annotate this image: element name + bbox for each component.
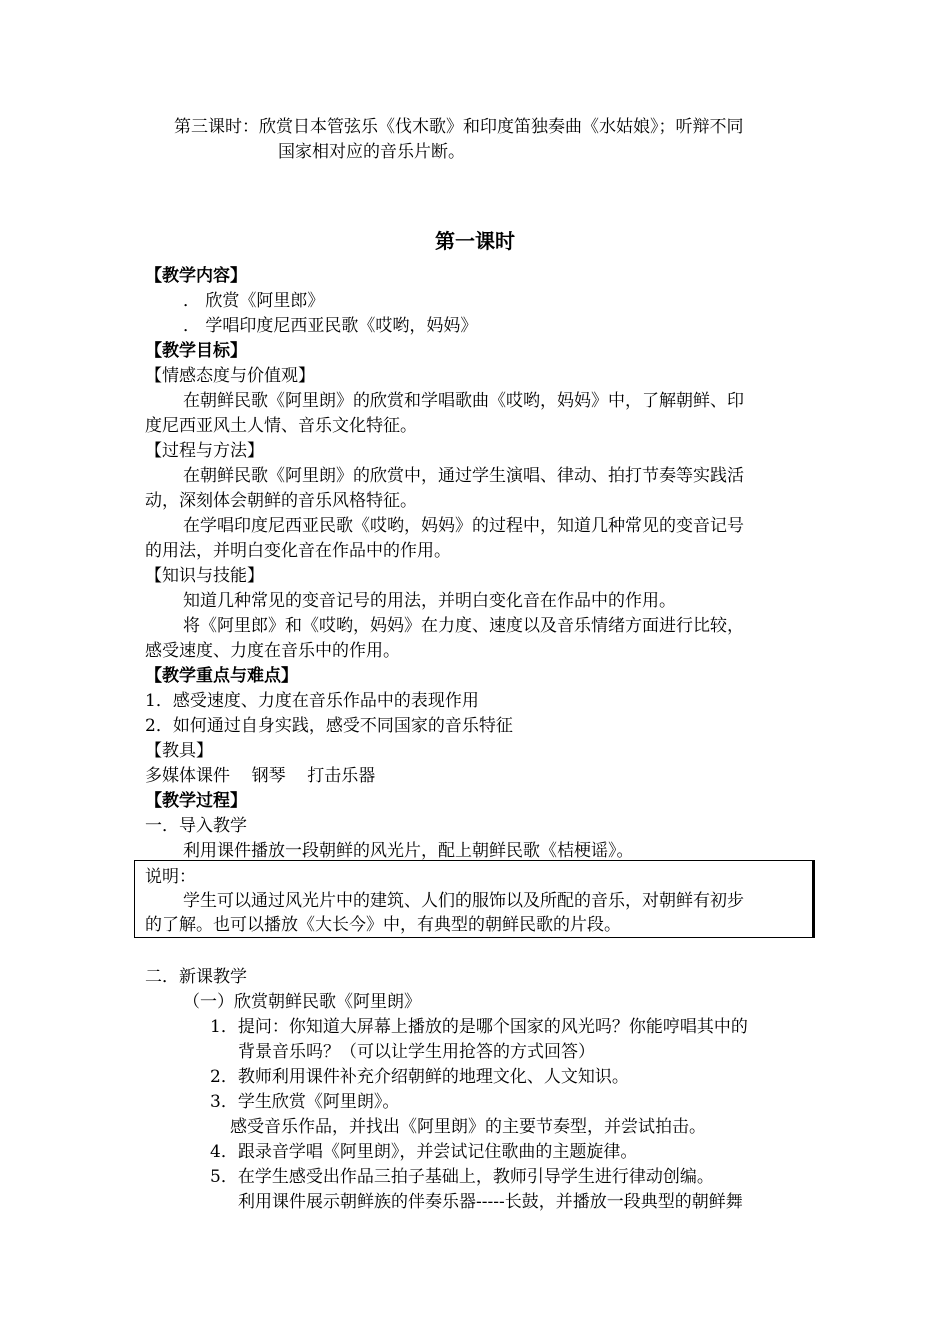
key-point-item: 2．如何通过自身实践，感受不同国家的音乐特征 xyxy=(145,716,513,736)
key-point-item: 1．感受速度、力度在音乐作品中的表现作用 xyxy=(145,691,479,711)
intro-line-2: 国家相对应的音乐片断。 xyxy=(278,142,465,162)
part1-text: 利用课件播放一段朝鲜的风光片，配上朝鲜民歌《桔梗谣》。 xyxy=(183,841,634,861)
knowledge-text: 知道几种常见的变音记号的用法，并明白变化音在作品中的作用。 xyxy=(183,591,676,611)
part2-step: 利用课件展示朝鲜族的伴奏乐器-----长鼓，并播放一段典型的朝鲜舞 xyxy=(238,1192,743,1212)
part2-step: 1．提问：你知道大屏幕上播放的是哪个国家的风光吗？你能哼唱其中的 xyxy=(210,1017,748,1037)
content-heading: 【教学内容】 xyxy=(145,266,247,286)
process-text: 的用法，并明白变化音在作品中的作用。 xyxy=(145,541,451,561)
part2-step: 2．教师利用课件补充介绍朝鲜的地理文化、人文知识。 xyxy=(210,1067,629,1087)
process-section-heading: 【教学过程】 xyxy=(145,791,247,811)
attitude-heading: 【情感态度与价值观】 xyxy=(145,366,315,386)
note-label: 说明： xyxy=(145,867,196,887)
tools-heading: 【教具】 xyxy=(145,741,213,761)
part2-heading: 二．新课教学 xyxy=(145,967,247,987)
process-heading: 【过程与方法】 xyxy=(145,441,264,461)
part2-step: 3．学生欣赏《阿里朗》。 xyxy=(210,1092,400,1112)
content-item: ． 欣赏《阿里郎》 xyxy=(183,291,325,311)
attitude-text: 度尼西亚风土人情、音乐文化特征。 xyxy=(145,416,417,436)
process-text: 在朝鲜民歌《阿里朗》的欣赏中，通过学生演唱、律动、拍打节奏等实践活 xyxy=(183,466,744,486)
content-item: ． 学唱印度尼西亚民歌《哎哟，妈妈》 xyxy=(183,316,478,336)
process-text: 动，深刻体会朝鲜的音乐风格特征。 xyxy=(145,491,417,511)
knowledge-text: 将《阿里郎》和《哎哟，妈妈》在力度、速度以及音乐情绪方面进行比较， xyxy=(183,616,744,636)
attitude-text: 在朝鲜民歌《阿里朗》的欣赏和学唱歌曲《哎哟，妈妈》中，了解朝鲜、印 xyxy=(183,391,744,411)
part2-subheading: （一）欣赏朝鲜民歌《阿里朗》 xyxy=(183,992,421,1012)
part2-step: 背景音乐吗？（可以让学生用抢答的方式回答） xyxy=(238,1042,595,1062)
tools-text: 多媒体课件 钢琴 打击乐器 xyxy=(145,766,376,786)
intro-line-1: 第三课时：欣赏日本管弦乐《伐木歌》和印度笛独奏曲《水姑娘》；听辩不同 xyxy=(174,117,744,137)
process-text: 在学唱印度尼西亚民歌《哎哟，妈妈》的过程中，知道几种常见的变音记号 xyxy=(183,516,744,536)
note-text: 学生可以通过风光片中的建筑、人们的服饰以及所配的音乐，对朝鲜有初步 xyxy=(183,891,744,911)
key-points-heading: 【教学重点与难点】 xyxy=(145,666,298,686)
knowledge-text: 感受速度、力度在音乐中的作用。 xyxy=(145,641,400,661)
part2-step: 感受音乐作品，并找出《阿里朗》的主要节奏型，并尝试拍击。 xyxy=(230,1117,706,1137)
part2-step: 5．在学生感受出作品三拍子基础上，教师引导学生进行律动创编。 xyxy=(210,1167,714,1187)
note-text: 的了解。也可以播放《大长今》中，有典型的朝鲜民歌的片段。 xyxy=(145,915,621,935)
part1-heading: 一．导入教学 xyxy=(145,816,247,836)
goals-heading: 【教学目标】 xyxy=(145,341,247,361)
lesson-title: 第一课时 xyxy=(435,229,515,253)
part2-step: 4．跟录音学唱《阿里朗》，并尝试记住歌曲的主题旋律。 xyxy=(210,1142,638,1162)
knowledge-heading: 【知识与技能】 xyxy=(145,566,264,586)
